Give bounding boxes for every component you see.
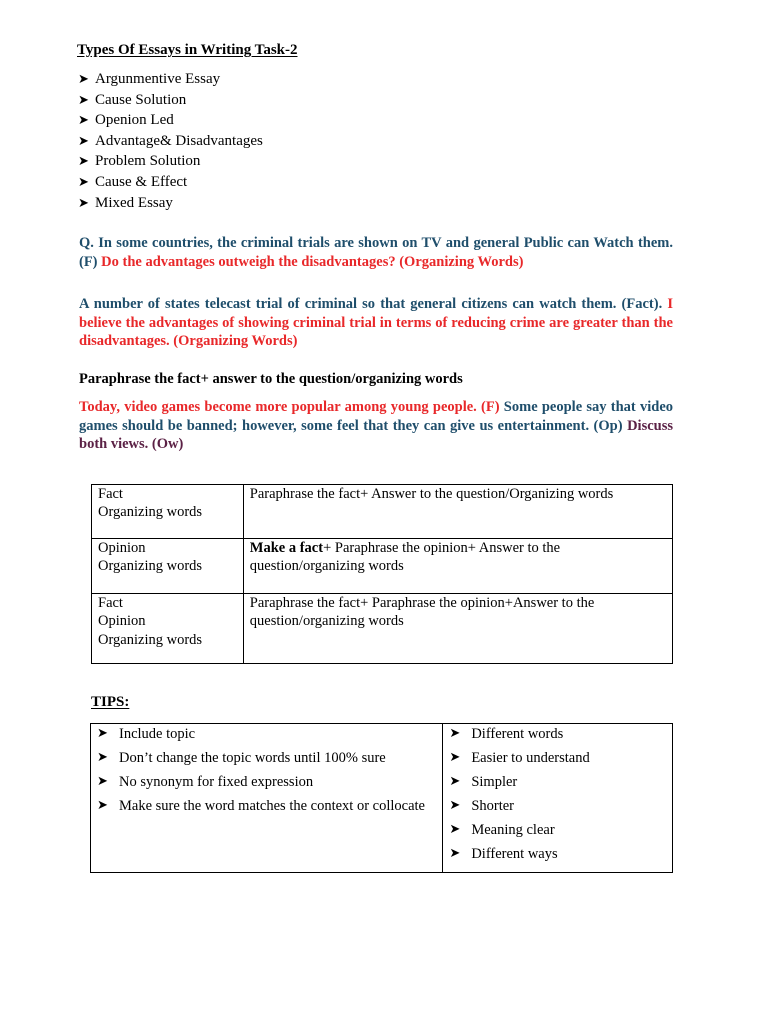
arrowhead-bullet-icon: ➤ [78, 133, 89, 149]
list-item: ➤ Simpler [449, 774, 518, 791]
table-cell [443, 724, 673, 873]
answer-paragraph: A number of states telecast trial of criminal so that general citizens can watch them. (Fact). I believe the advantages of showing criminal trial in terms of reducing crime are greater than the disadvantages. (Organizing Words) [79, 296, 673, 350]
list-item: ➤ Meaning clear [449, 822, 555, 839]
arrowhead-bullet-icon: ➤ [449, 846, 461, 862]
arrowhead-bullet-icon: ➤ [97, 750, 108, 766]
table-row [91, 724, 673, 873]
table-row [92, 539, 673, 594]
tips-right-list [449, 725, 666, 864]
question-paragraph: Q. In some countries, the criminal trials are shown on TV and general Public can Watch them. (F) Do the advantages outweigh the disadvantages? (Organizing Words) [79, 235, 673, 270]
arrowhead-bullet-icon: ➤ [449, 798, 461, 814]
paraphrase-heading: Paraphrase the fact+ answer to the question/organizing words [79, 371, 463, 387]
arrowhead-bullet-icon: ➤ [78, 72, 89, 87]
arrowhead-bullet-icon: ➤ [449, 726, 461, 741]
arrowhead-bullet-icon: ➤ [97, 726, 108, 741]
page-title: Types Of Essays in Writing Task-2 [77, 42, 298, 58]
table-row [92, 485, 673, 539]
list-item: ➤ Cause Solution [78, 90, 263, 111]
table-row [92, 594, 673, 664]
arrowhead-bullet-icon: ➤ [78, 195, 89, 211]
list-item: ➤ Different ways [449, 846, 558, 863]
arrowhead-bullet-icon: ➤ [449, 750, 461, 766]
list-item: ➤ Shorter [449, 798, 515, 815]
structure-table [91, 484, 673, 664]
table-cell: Fact Opinion Organizing words [92, 594, 244, 664]
list-item: ➤ Mixed Essay [78, 193, 263, 214]
arrowhead-bullet-icon: ➤ [449, 774, 461, 790]
table-cell: Paraphrase the fact+ Paraphrase the opinion+Answer to the question/organizing words [243, 594, 672, 664]
table-cell: Fact Organizing words [92, 485, 244, 539]
list-item: ➤ Include topic [97, 726, 196, 742]
list-item: ➤ Make sure the word matches the context or collocate [97, 798, 425, 815]
list-item: ➤ Problem Solution [78, 151, 263, 172]
list-item: ➤ Different words [449, 726, 564, 742]
essay-types-list [78, 69, 263, 213]
table-cell [91, 724, 443, 873]
table-cell: Make a fact+ Paraphrase the opinion+ Answer to the question/organizing words [243, 539, 672, 594]
arrowhead-bullet-icon: ➤ [78, 174, 89, 190]
list-item: ➤ Advantage& Disadvantages [78, 131, 263, 152]
tips-heading: TIPS: [91, 694, 130, 710]
table-cell: Opinion Organizing words [92, 539, 244, 594]
arrowhead-bullet-icon: ➤ [97, 774, 108, 790]
arrowhead-bullet-icon: ➤ [78, 92, 89, 108]
list-item: ➤ Argunmentive Essay [78, 69, 263, 90]
tips-table [90, 723, 673, 873]
example-paragraph: Today, video games become more popular among young people. (F) Some people say that video games should be banned; however, some feel that they can give us entertainment. (Op) Discuss both views. (Ow) [79, 399, 674, 453]
arrowhead-bullet-icon: ➤ [78, 113, 89, 129]
list-item: ➤ No synonym for fixed expression [97, 774, 314, 791]
list-item: ➤ Easier to understand [449, 750, 590, 767]
table-cell: Paraphrase the fact+ Answer to the question/Organizing words [243, 485, 672, 539]
tips-left-list [97, 725, 436, 816]
list-item: ➤ Openion Led [78, 110, 263, 131]
arrowhead-bullet-icon: ➤ [97, 798, 108, 814]
arrowhead-bullet-icon: ➤ [449, 822, 461, 838]
list-item: ➤ Don’t change the topic words until 100% sure [97, 750, 386, 767]
arrowhead-bullet-icon: ➤ [78, 154, 89, 170]
list-item: ➤ Cause & Effect [78, 172, 263, 193]
